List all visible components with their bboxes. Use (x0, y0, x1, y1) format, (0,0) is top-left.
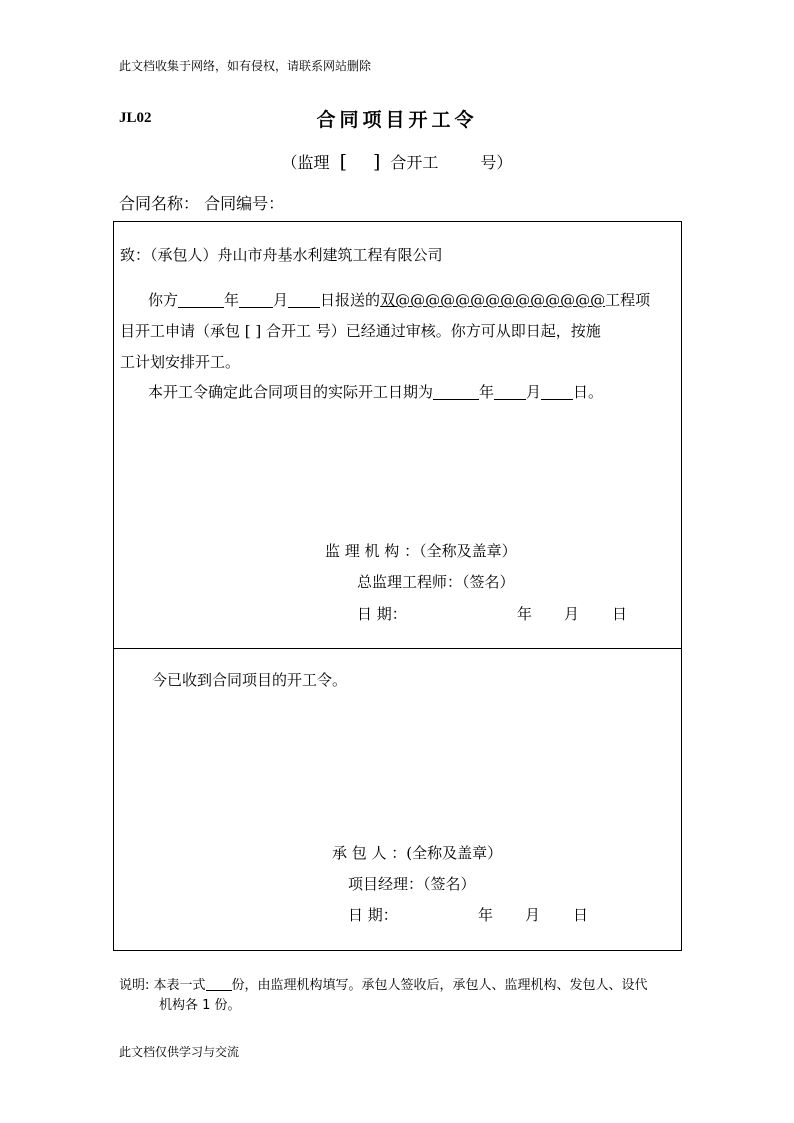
header-note: 此文档收集于网络，如有侵权，请联系网站删除 (119, 59, 372, 73)
subtitle (0, 150, 794, 173)
date-day: 日 (612, 605, 628, 623)
paragraph-line-4 (148, 377, 603, 408)
receipt-date-month: 月 (525, 906, 541, 924)
p4-year: 年 (479, 383, 495, 401)
p4-day: 日。 (573, 383, 604, 401)
note-text-a: 说明: 本表一式 (119, 978, 206, 993)
note-text-b: 份，由监理机构填写。承包人签收后，承包人、监理机构、发包人、设代 (231, 978, 648, 993)
date-month: 月 (564, 605, 580, 623)
subtitle-bracket-left: [ (339, 151, 347, 173)
blank-day[interactable] (288, 289, 320, 308)
page-title: 合同项目开工令 (316, 109, 478, 131)
p1-year: 年 (224, 291, 240, 309)
receipt-date-label: 日 期： (348, 906, 398, 924)
receipt-date-year: 年 (478, 906, 494, 924)
blank-start-year[interactable] (433, 381, 479, 400)
paragraph-line-1 (148, 285, 650, 316)
project-name: 双@@@@@@@@@@@@@@ (380, 291, 606, 309)
contractor-label: 承 包 人 ：(全称及盖章） (332, 844, 503, 862)
paragraph-line-3: 工计划安排开工。 (120, 353, 241, 371)
blank-start-month[interactable] (494, 381, 526, 400)
p1-month: 月 (273, 291, 289, 309)
blank-month[interactable] (239, 289, 273, 308)
subtitle-bracket-right: ] (372, 151, 381, 173)
blank-copies[interactable] (206, 976, 232, 991)
date-label: 日 期： (357, 605, 407, 623)
note-line-2: 机构各 1 份。 (159, 998, 241, 1013)
subtitle-close: 号） (480, 153, 513, 172)
receipt-section (113, 647, 682, 951)
received-line: 今已收到合同项目的开工令。 (152, 671, 348, 689)
footer-note: 此文档仅供学习与交流 (119, 1045, 240, 1059)
date-year: 年 (517, 605, 533, 623)
blank-year[interactable] (178, 289, 224, 308)
blank-start-day[interactable] (541, 381, 573, 400)
receipt-date-day: 日 (573, 906, 589, 924)
p1-text-a: 你方 (148, 291, 179, 309)
form-code: JL02 (119, 110, 152, 126)
to-line: 致：（承包人）舟山市舟基水利建筑工程有限公司 (120, 246, 443, 264)
note-line-1 (119, 976, 648, 996)
chief-engineer: 总监理工程师：（签名） (357, 573, 515, 591)
subtitle-middle: 合开工 (390, 153, 439, 172)
subtitle-open: （监理 (281, 153, 330, 172)
form-note (119, 976, 648, 1016)
p1-day: 日报送的 (320, 291, 381, 309)
p4-month: 月 (526, 383, 542, 401)
contract-line: 合同名称： 合同编号： (119, 194, 285, 213)
project-manager: 项目经理：（签名） (348, 875, 476, 893)
paragraph-line-2: 目开工申请（承包 [ ] 合开工 号）已经通过审核。你方可从即日起，按施 (120, 322, 601, 340)
p1-text-b: 工程项 (605, 291, 651, 309)
supervisor-org: 监 理 机 构 ：（全称及盖章） (325, 542, 517, 560)
p4-text: 本开工令确定此合同项目的实际开工日期为 (148, 383, 434, 401)
order-section (113, 221, 682, 649)
